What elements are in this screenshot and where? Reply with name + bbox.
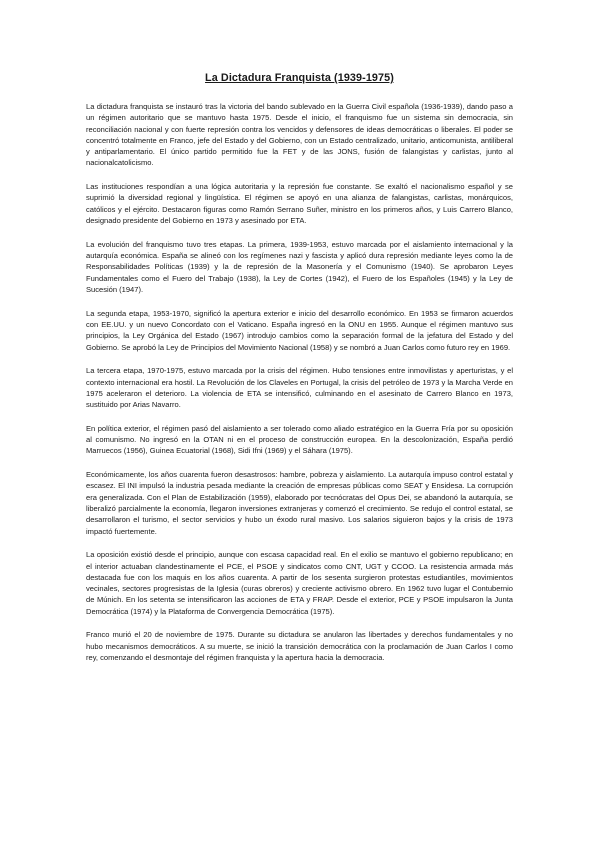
paragraph-4: La segunda etapa, 1953-1970, significó la apertura exterior e inicio del desarrollo económico. En 1953 se firmaron acuerdos con EE.UU. y un nuevo Concordato con el Vaticano. España ingresó en la ONU en 1955. Aunque el régimen mantuvo sus principios, la Ley Orgánica del Estado (1967) introdujo cambios como la separación formal de la jefatura del Estado y del Gobierno. Se aprobó la Ley de Principios del Movimiento Nacional (1958) y se nombró a Juan Carlos como futuro rey en 1969. <box>86 308 513 352</box>
document-title: La Dictadura Franquista (1939-1975) <box>205 72 394 84</box>
paragraph-6: En política exterior, el régimen pasó del aislamiento a ser tolerado como aliado estratégico en la Guerra Fría por su oposición al comunismo. No ingresó en la OTAN ni en el proceso de construcción europea. En la descolonización, España perdió Marruecos (1956), Guinea Ecuatorial (1968), Sidi Ifni (1969) y el Sáhara (1975). <box>86 423 513 456</box>
paragraph-5: La tercera etapa, 1970-1975, estuvo marcada por la crisis del régimen. Hubo tensiones entre inmovilistas y aperturistas, y el contexto internacional era hostil. La Revolución de los Claveles en Portugal, la crisis del petróleo de 1973 y la Marcha Verde en 1975 aceleraron el deterioro. La violencia de ETA se intensificó, culminando en el asesinato de Carrero Blanco en 1973, sustituido por Arias Navarro. <box>86 366 513 410</box>
paragraph-3: La evolución del franquismo tuvo tres etapas. La primera, 1939-1953, estuvo marcada por el aislamiento internacional y la autarquía económica. España se alineó con los regímenes nazi y fascista y aplicó dura represión mediante leyes como la de Responsabilidades Políticas (1939) y la de represión de la Masonería y el Comunismo (1940). Se aprobaron Leyes Fundamentales como el Fuero del Trabajo (1938), la Ley de Cortes (1942), el Fuero de los Españoles (1945) y la Ley de Sucesión (1947). <box>86 239 513 294</box>
paragraph-7: Económicamente, los años cuarenta fueron desastrosos: hambre, pobreza y aislamiento. La autarquía impuso control estatal y escasez. El INI impulsó la industria pesada mediante la creación de empresas públicas como SEAT y Ensidesa. La corrupción era generalizada. Con el Plan de Estabilización (1959), elaborado por tecnócratas del Opus Dei, se abandonó la autarquía, se liberalizó parcialmente la economía, llegaron inversiones extranjeras y comenzó el crecimiento. Se redujo el control estatal, se desarrollaron el turismo, el sector servicios y hubo un éxodo rural masivo. Los salarios siguieron bajos y la crisis de 1973 impactó fuertemente. <box>86 470 513 536</box>
paragraph-1: La dictadura franquista se instauró tras la victoria del bando sublevado en la Guerra Civil española (1936-1939), dando paso a un régimen autoritario que se mantuvo hasta 1975. Desde el inicio, el franquismo fue un sistema sin democracia, sin reconciliación nacional y con fuerte represión contra los vencidos y defensores de ideas democráticas o liberales. El poder se concentró totalmente en Franco, jefe del Estado y del Gobierno, con un Estado centralizado, unitario, anticomunista, antiliberal y antiparlamentario. El único partido permitido fue la FET y de las JONS, fusión de falangistas y carlistas, junto al nacionalcatolicismo. <box>86 102 513 168</box>
paragraph-9: Franco murió el 20 de noviembre de 1975. Durante su dictadura se anularon las libertades y derechos fundamentales y no hubo mecanismos democráticos. A su muerte, se inició la transición democrática con la proclamación de Juan Carlos I como rey, comenzando el desmontaje del régimen franquista y la apertura hacia la democracia. <box>86 630 513 662</box>
paragraph-2: Las instituciones respondían a una lógica autoritaria y la represión fue constante. Se exaltó el nacionalismo español y se suprimió la diversidad regional y lingüística. El régimen se apoyó en una alianza de falangistas, carlistas, monárquicos, católicos y el ejército. Destacaron figuras como Ramón Serrano Suñer, ministro en los primeros años, y Luis Carrero Blanco, designado presidente del Gobierno en 1973 y asesinado por ETA. <box>86 182 513 226</box>
paragraph-8: La oposición existió desde el principio, aunque con escasa capacidad real. En el exilio se mantuvo el gobierno republicano; en el interior actuaban clandestinamente el PCE, el PSOE y sindicatos como CNT, UGT y CCOO. La resistencia armada más destacada fue con los maquis en los años cuarenta. A partir de los sesenta surgieron protestas estudiantiles, movimientos vecinales, sectores progresistas de la Iglesia (curas obreros) y creciente activismo obrero. En 1962 tuvo lugar el Contubernio de Múnich. En los setenta se intensificaron las acciones de ETA y FRAP. Desde el exterior, PCE y PSOE impulsaron la Junta Democrática (1974) y la Plataforma de Convergencia Democrática (1975). <box>86 550 513 616</box>
